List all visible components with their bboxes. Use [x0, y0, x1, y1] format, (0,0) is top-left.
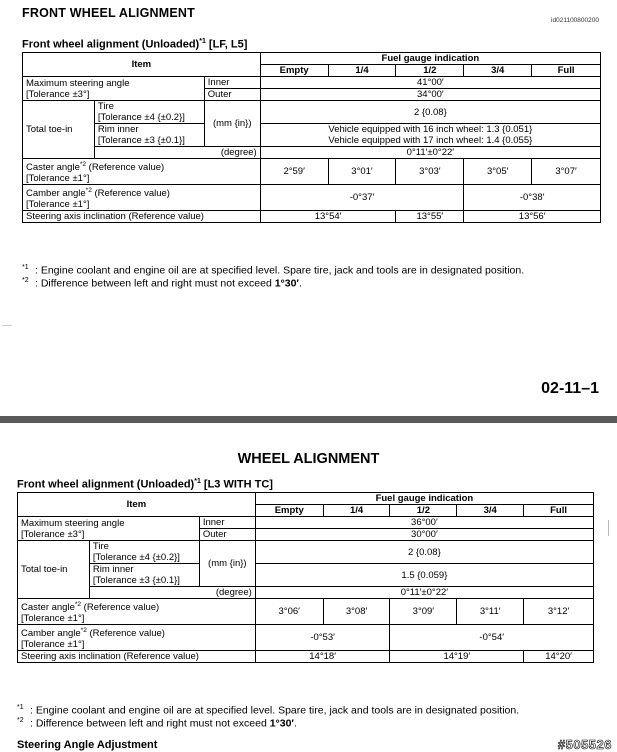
- caster-three-quarter: 3°05′: [464, 159, 532, 185]
- header-col-three-quarter: 3/4: [457, 505, 524, 517]
- table-title-suffix: [LF, L5]: [205, 38, 248, 51]
- max-steering-label: Maximum steering angle [Tolerance ±3°]: [18, 517, 200, 541]
- toe-in-label: Total toe-in: [18, 541, 90, 599]
- camber-value-a: -0°37′: [260, 185, 464, 211]
- caster-three-quarter: 3°11′: [457, 599, 524, 625]
- rim-toe-value: Vehicle equipped with 16 inch wheel: 1.3 {0.051} Vehicle equipped with 17 inch wheel: 1.4 {0.055}: [260, 124, 600, 147]
- footnote-1: $^{*1}$ : Engine coolant and engine oil are at specified level. Spare tire, jack and tools are in designated position.: [17, 704, 520, 717]
- table-title-lf-l5: [22, 38, 247, 51]
- header-fuel-gauge: Fuel gauge indication: [260, 53, 600, 65]
- table-title-text: Front wheel alignment (Unloaded): [22, 38, 200, 51]
- header-item: Item: [23, 53, 261, 77]
- toe-degree-value: 0°11′±0°22′: [260, 147, 600, 159]
- table-title-footnote-ref: *1: [194, 478, 201, 485]
- camber-value-b: -0°54′: [390, 625, 594, 651]
- inner-value: 41°00′: [260, 77, 600, 89]
- sai-value-a: 14°18′: [255, 651, 390, 663]
- footnote-1: $^{*1}$ : Engine coolant and engine oil are at specified level. Spare tire, jack and tools are in designated position.: [22, 264, 525, 277]
- watermark-id: #505526: [557, 737, 612, 752]
- document-id: id021100800200: [551, 17, 599, 24]
- table-title-l3: [17, 478, 273, 491]
- outer-value: 30°00′: [255, 529, 593, 541]
- tire-toe-value: 2 {0.08}: [255, 541, 593, 564]
- camber-value-a: -0°53′: [255, 625, 390, 651]
- header-col-empty: Empty: [255, 505, 323, 517]
- sai-value-a: 13°54′: [260, 211, 396, 223]
- table-title-footnote-ref: *1: [199, 38, 206, 45]
- header-col-quarter: 1/4: [328, 65, 396, 77]
- outer-label: Outer: [204, 89, 260, 101]
- header-fuel-gauge: Fuel gauge indication: [255, 493, 593, 505]
- caster-half: 3°03′: [396, 159, 464, 185]
- degree-unit-label: (degree): [89, 587, 255, 599]
- toe-in-label: Total toe-in: [23, 101, 95, 159]
- camber-label: Camber angle$^{*2}$ (Reference value) [Tolerance ±1°]: [23, 185, 261, 211]
- caster-quarter: 3°01′: [328, 159, 396, 185]
- header-item: Item: [18, 493, 256, 517]
- page-divider-band: [0, 416, 617, 423]
- scan-mark: [2, 325, 12, 326]
- header-col-half: 1/2: [390, 505, 457, 517]
- caster-quarter: 3°08′: [323, 599, 390, 625]
- outer-label: Outer: [199, 529, 255, 541]
- table-title-suffix: [L3 WITH TC]: [200, 478, 273, 491]
- page-number: 02-11–1: [541, 380, 599, 397]
- sai-value-c: 14°20′: [524, 651, 594, 663]
- outer-value: 34°00′: [260, 89, 600, 101]
- mm-unit-label: (mm {in}): [199, 541, 255, 587]
- sai-label: Steering axis inclination (Reference value): [18, 651, 256, 663]
- camber-label: Camber angle$^{*2}$ (Reference value) [Tolerance ±1°]: [18, 625, 256, 651]
- alignment-table-l3: [17, 492, 594, 663]
- caster-full: 3°07′: [532, 159, 601, 185]
- sai-label: Steering axis inclination (Reference value): [23, 211, 261, 223]
- rim-inner-label: Rim inner [Tolerance ±3 {±0.1}]: [94, 124, 204, 147]
- footnote-2: $^{*2}$ : Difference between left and right must not exceed 1°30′.: [17, 717, 297, 730]
- header-col-half: 1/2: [396, 65, 464, 77]
- caster-empty: 3°06′: [255, 599, 323, 625]
- camber-value-b: -0°38′: [464, 185, 601, 211]
- header-col-empty: Empty: [260, 65, 328, 77]
- inner-value: 36°00′: [255, 517, 593, 529]
- sai-value-c: 13°56′: [464, 211, 601, 223]
- tire-label: Tire [Tolerance ±4 {±0.2}]: [94, 101, 204, 124]
- next-section-heading: Steering Angle Adjustment: [17, 739, 158, 751]
- scan-mark: [608, 520, 609, 536]
- tire-toe-value: 2 {0.08}: [260, 101, 600, 124]
- toe-degree-value: 0°11′±0°22′: [255, 587, 593, 599]
- section-title-wheel-alignment: WHEEL ALIGNMENT: [237, 451, 380, 467]
- sai-value-b: 14°19′: [390, 651, 524, 663]
- max-steering-label: Maximum steering angle [Tolerance ±3°]: [23, 77, 205, 101]
- table-title-text: Front wheel alignment (Unloaded): [17, 478, 195, 491]
- rim-toe-value: 1.5 {0.059}: [255, 564, 593, 587]
- page-header-title: FRONT WHEEL ALIGNMENT: [22, 6, 195, 20]
- rim-inner-label: Rim inner [Tolerance ±3 {±0.1}]: [89, 564, 199, 587]
- header-col-three-quarter: 3/4: [464, 65, 532, 77]
- header-col-full: Full: [524, 505, 594, 517]
- inner-label: Inner: [204, 77, 260, 89]
- caster-empty: 2°59′: [260, 159, 328, 185]
- sai-value-b: 13°55′: [396, 211, 464, 223]
- footnote-2: $^{*2}$ : Difference between left and right must not exceed 1°30′.: [22, 277, 302, 290]
- mm-unit-label: (mm {in}): [204, 101, 260, 147]
- caster-label: Caster angle$^{*2}$ (Reference value) [Tolerance ±1°]: [18, 599, 256, 625]
- degree-unit-label: (degree): [94, 147, 260, 159]
- inner-label: Inner: [199, 517, 255, 529]
- header-col-quarter: 1/4: [323, 505, 390, 517]
- caster-full: 3°12′: [524, 599, 594, 625]
- tire-label: Tire [Tolerance ±4 {±0.2}]: [89, 541, 199, 564]
- caster-half: 3°09′: [390, 599, 457, 625]
- header-col-full: Full: [532, 65, 601, 77]
- caster-label: Caster angle$^{*2}$ (Reference value) [Tolerance ±1°]: [23, 159, 261, 185]
- alignment-table-lf-l5: [22, 52, 601, 223]
